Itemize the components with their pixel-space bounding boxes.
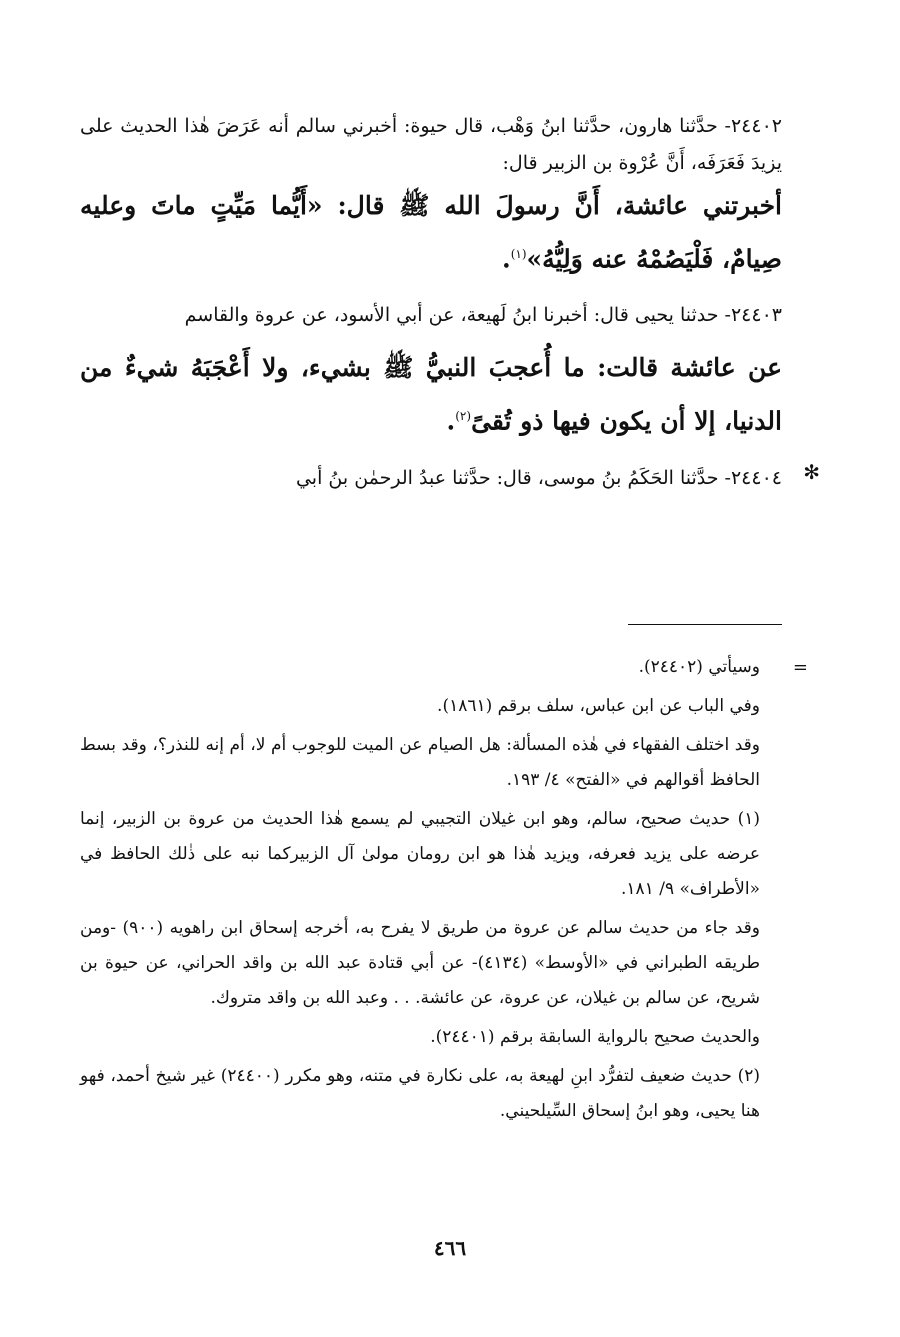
hadith-2403-text: عن عائشة قالت: ما أُعجبَ النبيُّ ﷺ بشيء، ولا أَعْجَبَهُ شيءٌ من الدنيا، إلا أن يكون فيها ذو تُقىً	[80, 353, 782, 436]
hadith-2403-period: .	[446, 406, 456, 436]
continuation-mark: =	[792, 657, 808, 678]
footnote-line: وفي الباب عن ابن عباس، سلف برقم (١٨٦١).	[437, 696, 760, 716]
star-icon: ✻	[803, 459, 820, 484]
footnote-line: وسيأتي (٢٤٤٠٢).	[638, 657, 760, 677]
footnote-1: (١) حديث صحيح، سالم، وهو ابن غيلان التجيبي لم يسمع هٰذا الحديث من عروة بن الزبير، إنما عرضه على يزيد فعرفه، ويزيد هٰذا هو ابن رومان مولىٰ آل الزبيركما نبه على ذٰلك الحافظ في «الأطراف» ٩/ ١٨١.	[80, 809, 760, 899]
footnote-1-continued: وقد جاء من حديث سالم عن عروة من طريق لا يفرح به، أخرجه إسحاق ابن راهويه (٩٠٠) -ومن طريقه الطبراني في «الأوسط» (٤١٣٤)- عن أبي قتادة عبد الله بن واقد الحراني، عن حيوة بن شريح، عن سالم بن غيلان، عن عروة، عن عائشة. . . وعبد الله بن واقد متروك.	[80, 918, 760, 1008]
footnote-line: وقد اختلف الفقهاء في هٰذه المسألة: هل الصيام عن الميت للوجوب أم لا، أم إنه للنذر؟، وقد بسط الحافظ أقوالهم في «الفتح» ٤/ ١٩٣.	[80, 735, 760, 790]
hadith-2404	[80, 459, 820, 497]
hadith-2402-text: أخبرتني عائشة، أَنَّ رسولَ الله ﷺ قال: «أَيُّما مَيِّتٍ ماتَ وعليه صِيامٌ، فَلْيَصُمْهُ عنه وَلِيُّهُ»	[80, 191, 782, 274]
page-number: ٤٦٦	[433, 1236, 467, 1260]
footnote-divider	[628, 624, 782, 625]
footnote-2: (٢) حديث ضعيف لتفرُّد ابنِ لهيعة به، على نكارة في متنه، وهو مكرر (٢٤٤٠٠) غير شيخ أحمد، فهو هنا يحيى، وهو ابنُ إسحاق السِّيلحيني.	[80, 1066, 760, 1121]
hadith-2403-matn	[80, 344, 782, 445]
hadith-2402-period: .	[501, 244, 511, 274]
hadith-2402-isnad: ٢٤٤٠٢- حدَّثنا هارون، حدَّثنا ابنُ وَهْب، قال حيوة: أخبرني سالم أنه عَرَضَ هٰذا الحديث على يزيدَ فَعَرَفَه، أَنَّ عُرْوة بن الزبير قال:	[80, 115, 782, 174]
hadith-2402-matn	[80, 182, 782, 283]
footnotes	[80, 650, 808, 1133]
hadith-2403-isnad: ٢٤٤٠٣- حدثنا يحيى قال: أخبرنا ابنُ لَهيعة، عن أبي الأسود، عن عروة والقاسم	[184, 304, 782, 327]
hadith-2404-isnad: ٢٤٤٠٤- حدَّثنا الحَكَمُ بنُ موسى، قال: حدَّثنا عبدُ الرحمٰن بنُ أبي	[295, 466, 782, 489]
footnote-1-conclusion: والحديث صحيح بالرواية السابقة برقم (٢٤٤٠١).	[430, 1027, 760, 1047]
main-text	[80, 108, 820, 497]
footnote-ref-2: (٢)	[455, 409, 472, 424]
footnote-ref-1: (١)	[510, 247, 527, 261]
